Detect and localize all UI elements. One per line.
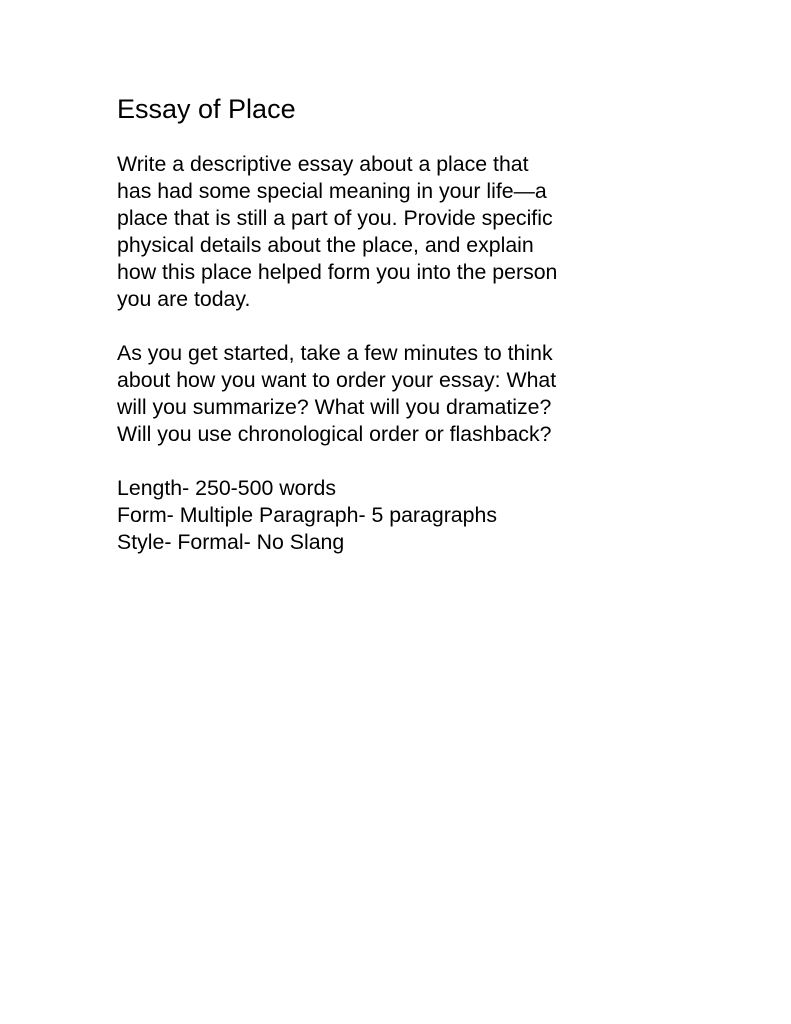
text-line: Will you use chronological order or flashback? (117, 422, 552, 446)
requirement-length: Length- 250-500 words (117, 476, 337, 500)
text-line: will you summarize? What will you dramatize? (117, 395, 552, 419)
requirement-style: Style- Formal- No Slang (117, 530, 345, 554)
text-line: Write a descriptive essay about a place that (117, 152, 529, 176)
text-line: place that is still a part of you. Provide specific (117, 206, 553, 230)
document-content (117, 93, 657, 583)
requirement-form: Form- Multiple Paragraph- 5 paragraphs (117, 503, 497, 527)
text-line: how this place helped form you into the person (117, 260, 558, 284)
text-line: you are today. (117, 287, 251, 311)
text-line: As you get started, take a few minutes to think (117, 341, 553, 365)
text-line: about how you want to order your essay: What (117, 368, 557, 392)
essay-prompt-paragraph (117, 151, 657, 313)
requirements-list (117, 475, 657, 556)
text-line: has had some special meaning in your life—a (117, 179, 547, 203)
getting-started-paragraph (117, 340, 657, 448)
document-title: Essay of Place (117, 94, 296, 124)
text-line: physical details about the place, and explain (117, 233, 534, 257)
